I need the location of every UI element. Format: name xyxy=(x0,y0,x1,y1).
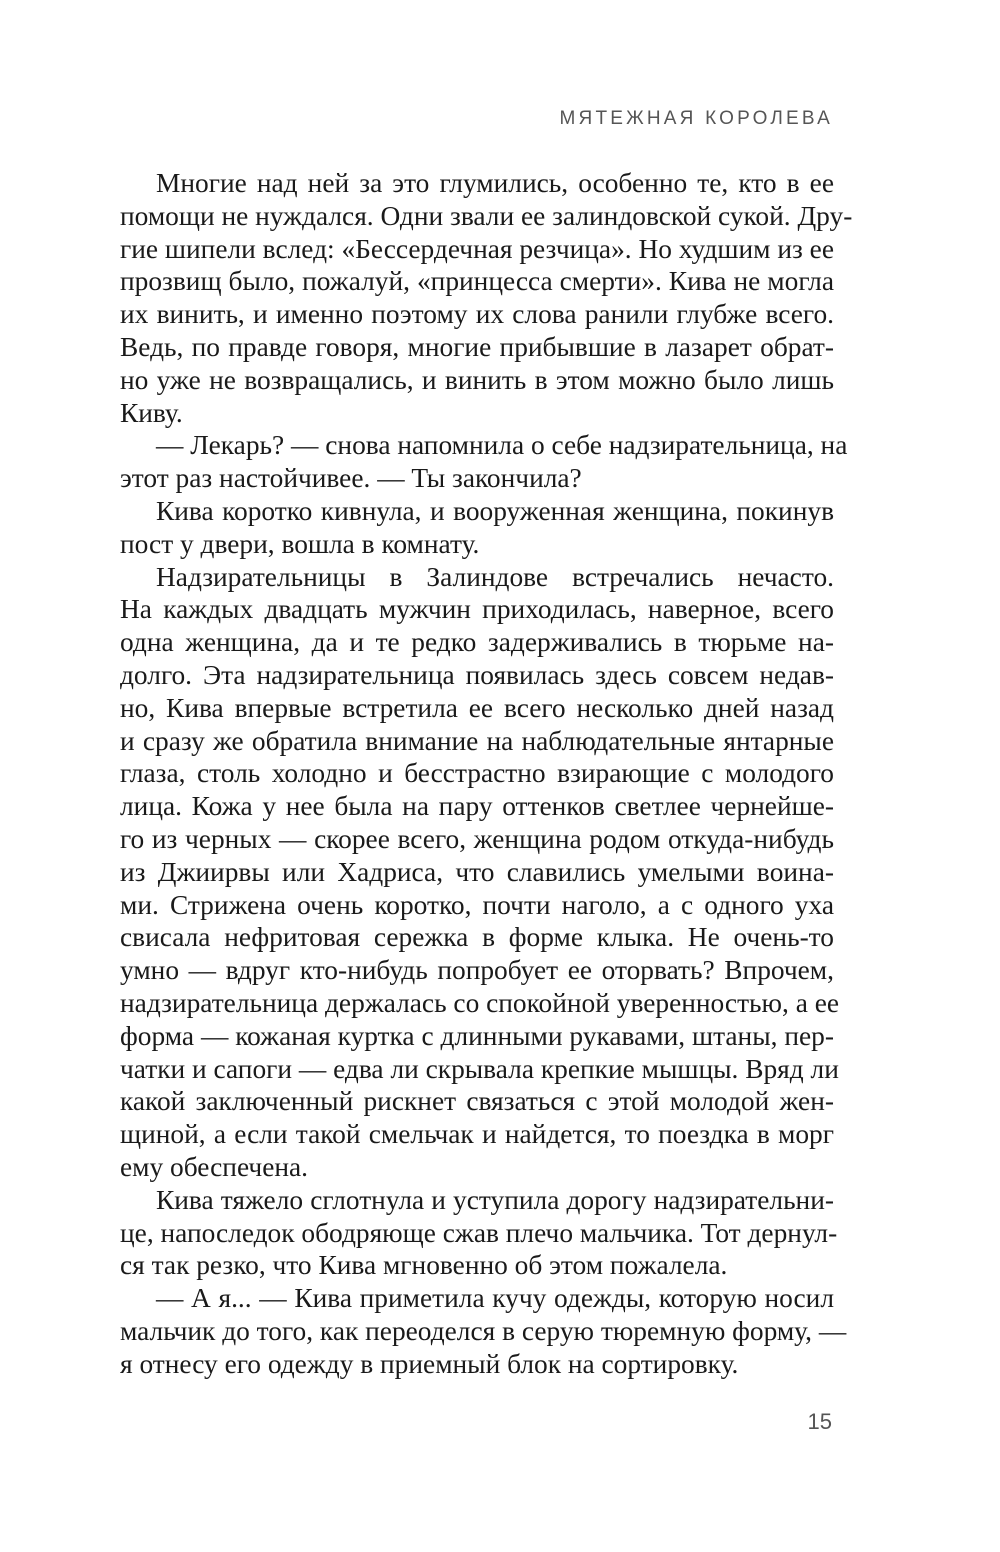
paragraph xyxy=(120,561,840,1184)
text-line: помощи не нуждался. Одни звали ее залиндовской сукой. Дру- xyxy=(120,200,853,231)
text-line: одна женщина, да и те редко задерживались в тюрьме на- xyxy=(120,627,834,658)
text-line: умно — вдруг кто-нибудь попробует ее оторвать? Впрочем, xyxy=(120,955,834,986)
page-number: 15 xyxy=(807,1409,832,1434)
paragraph xyxy=(120,167,853,429)
text-line: ми. Стрижена очень коротко, почти наголо, а с одного уха xyxy=(120,889,834,920)
text-line: прозвищ было, пожалуй, «принцесса смерти». Кива не могла xyxy=(120,266,834,297)
text-line: пост у двери, вошла в комнату. xyxy=(120,528,480,559)
text-line: глаза, столь холодно и бесстрастно взирающие с молодого xyxy=(120,758,834,789)
paragraph xyxy=(120,495,834,561)
text-line: го из черных — скорее всего, женщина родом откуда-нибудь xyxy=(120,823,834,854)
text-line: надзирательница держалась со спокойной уверенностью, а ее xyxy=(120,987,840,1018)
text-line: но, Кива впервые встретила ее всего несколько дней назад xyxy=(120,692,834,723)
paragraph xyxy=(120,1282,847,1380)
paragraph xyxy=(120,429,848,495)
text-line: Многие над ней за это глумились, особенно те, кто в ее xyxy=(156,168,834,198)
text-line: — Лекарь? — снова напомнила о себе надзирательница, на xyxy=(156,430,848,461)
text-line: свисала нефритовая сережка в форме клыка. Не очень-то xyxy=(120,922,834,953)
text-line: я отнесу его одежду в приемный блок на сортировку. xyxy=(120,1348,739,1379)
text-line: Киву. xyxy=(120,397,183,428)
text-line: На каждых двадцать мужчин приходилась, наверное, всего xyxy=(120,594,834,625)
body-text xyxy=(120,167,853,1380)
text-line: их винить, и именно поэтому их слова ранили глубже всего. xyxy=(120,299,834,330)
text-line: Кива коротко кивнула, и вооруженная женщина, покинув xyxy=(156,495,834,526)
text-line: и сразу же обратила внимание на наблюдательные янтарные xyxy=(120,725,834,756)
paragraph xyxy=(120,1184,838,1282)
text-line: — А я... — Кива приметила кучу одежды, которую носил xyxy=(156,1283,834,1314)
text-line: этот раз настойчивее. — Ты закончила? xyxy=(120,463,582,494)
text-line: ему обеспечена. xyxy=(120,1151,309,1182)
text-line: лица. Кожа у нее была на пару оттенков светлее чернейше- xyxy=(120,791,834,822)
running-header: МЯТЕЖНАЯ КОРОЛЕВА xyxy=(559,108,833,129)
text-line: но уже не возвращались, и винить в этом можно было лишь xyxy=(120,364,834,395)
text-line: чатки и сапоги — едва ли скрывала крепкие мышцы. Вряд ли xyxy=(120,1053,839,1084)
text-line: из Джиирвы или Хадриса, что славились умелыми вoина- xyxy=(120,856,834,887)
text-line: ся так резко, что Кива мгновенно об этом пожалела. xyxy=(120,1250,728,1281)
text-line: форма — кожаная куртка с длинными рукавами, штаны, пер- xyxy=(120,1020,834,1051)
text-line: Надзирательницы в Залиндове встречались нечасто. xyxy=(156,561,834,592)
text-line: Ведь, по правде говоря, многие прибывшие в лазарет обрат- xyxy=(120,331,834,362)
text-line: какой заключенный рискнет связаться с этой молодой жен- xyxy=(120,1086,834,1117)
text-line: долго. Эта надзирательница появилась здесь совсем недав- xyxy=(120,659,834,690)
text-line: це, напоследок ободряюще сжав плечо мальчика. Тот дернул- xyxy=(120,1217,838,1248)
text-line: гие шипели вслед: «Бессердечная резчица». Но худшим из ее xyxy=(120,233,834,264)
text-line: Кива тяжело сглотнула и уступила дорогу надзирательни- xyxy=(156,1184,834,1215)
text-line: щиной, а если такой смельчак и найдется, то поездка в морг xyxy=(120,1119,834,1150)
text-line: мальчик до того, как переоделся в серую тюремную форму, — xyxy=(120,1315,847,1346)
